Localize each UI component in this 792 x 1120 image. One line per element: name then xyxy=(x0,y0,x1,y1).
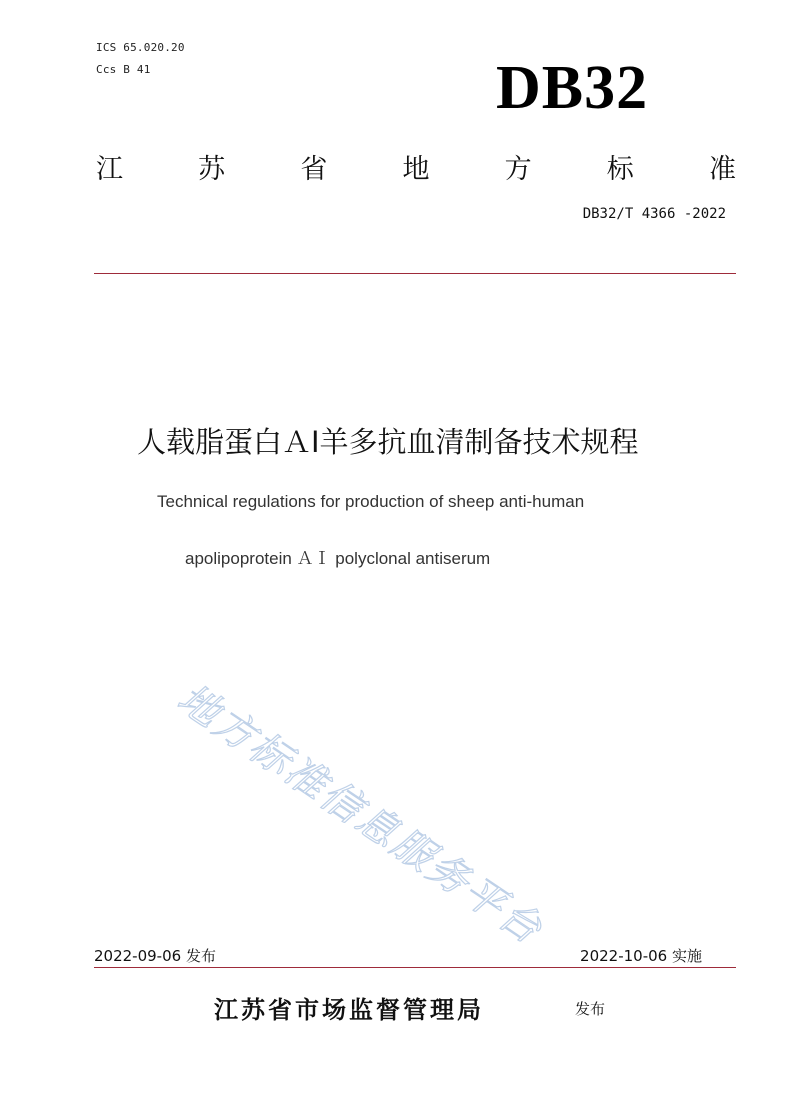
standard-number: DB32/T 4366 -2022 xyxy=(582,206,726,222)
document-title-english-line2: apolipoprotein ＡⅠ polyclonal antiserum xyxy=(185,549,491,568)
ics-code: ICS 65.020.20 xyxy=(96,41,185,54)
publisher-name: 江苏省市场监督管理局 xyxy=(214,996,484,1024)
standard-type-heading xyxy=(96,146,736,186)
footer-divider xyxy=(94,967,736,968)
header-divider xyxy=(94,273,736,274)
publisher-suffix: 发布 xyxy=(575,1000,606,1018)
standard-type-char: 苏 xyxy=(198,153,226,185)
document-title-english-line1: Technical regulations for production of sheep anti-human xyxy=(157,492,585,511)
standard-logo: DB32 xyxy=(496,54,649,122)
document-title-chinese: 人载脂蛋白ＡⅠ羊多抗血清制备技术规程 xyxy=(137,425,639,459)
publish-date: 2022-09-06 发布 xyxy=(94,947,216,965)
standard-type-char: 标 xyxy=(606,153,634,185)
standard-type-char: 省 xyxy=(300,153,328,185)
ccs-code: Ccs B 41 xyxy=(96,63,151,76)
standard-type-char: 地 xyxy=(402,153,430,185)
implement-date: 2022-10-06 实施 xyxy=(580,947,702,965)
standard-type-char: 方 xyxy=(504,153,532,185)
standard-type-char: 准 xyxy=(708,153,736,185)
standard-type-char: 江 xyxy=(96,153,123,185)
watermark: 地方标准信息服务平台 xyxy=(169,675,552,955)
